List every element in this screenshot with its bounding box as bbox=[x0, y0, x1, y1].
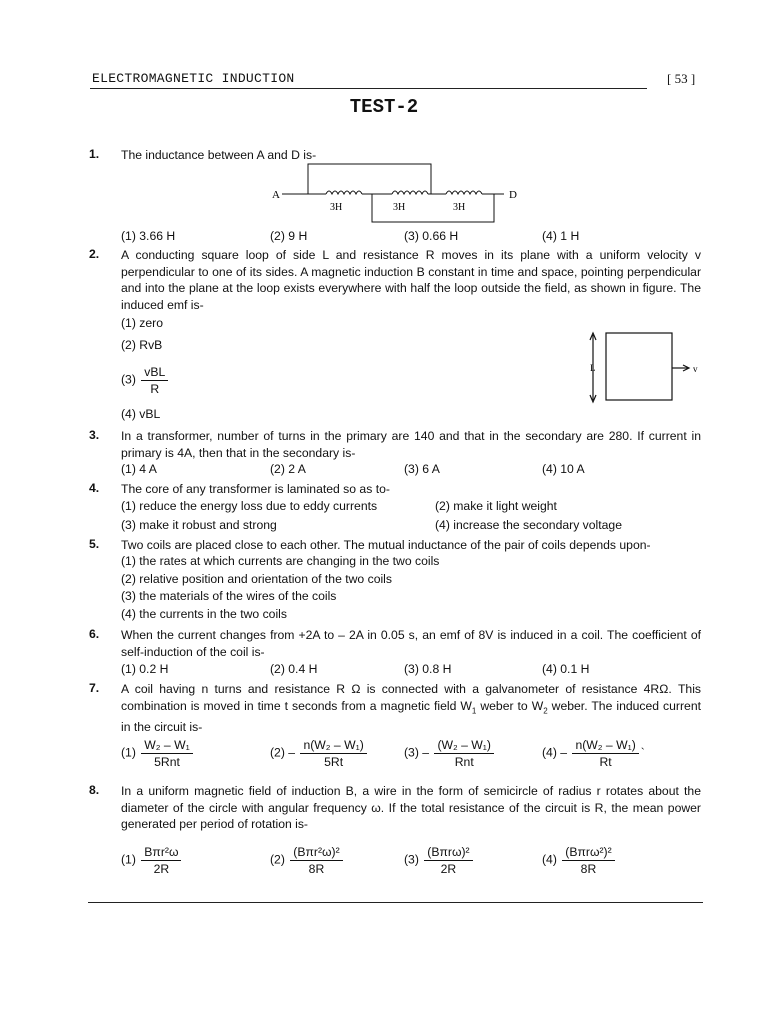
q3-option-4: (4) 10 A bbox=[542, 462, 585, 476]
q2-loop-figure bbox=[585, 328, 705, 410]
footer-rule bbox=[88, 902, 703, 903]
q6-option-3: (3) 0.8 H bbox=[404, 662, 452, 676]
q7-option-3: (3) – $\frac{\text{(W₂ – W₁)}}{\text{Rnt}}$ bbox=[404, 738, 496, 769]
q6-option-1: (1) 0.2 H bbox=[121, 662, 169, 676]
q2-option-3 bbox=[121, 365, 170, 396]
q2-text: A conducting square loop of side L and resistance R moves in its plane with a uniform velocity v perpendicular to one of its sides. A magnetic induction B constant in time and space, pointing perpendicular and into the plane at the loop exists everywhere with half the loop outside the field, as shown in figure. The induced emf is- bbox=[121, 248, 701, 312]
q2-option-3-label: (3) bbox=[121, 372, 136, 387]
q1-option-3: (3) 0.66 H bbox=[404, 229, 459, 243]
q5-option-1: (1) the rates at which currents are changing in the two coils bbox=[121, 554, 440, 568]
q8-option-2: (2) $\frac{\text{(Bπr²ω)²}}{8R}$ bbox=[270, 845, 345, 876]
q8-option-3: (3) $\frac{\text{(Bπrω)²}}{2R}$ bbox=[404, 845, 475, 876]
q1-number: 1. bbox=[89, 147, 100, 161]
q3-option-3: (3) 6 A bbox=[404, 462, 440, 476]
q5-option-3: (3) the materials of the wires of the coils bbox=[121, 589, 337, 603]
q8-option-4: (4) $\frac{\text{(Bπrω²)²}}{8R}$ bbox=[542, 845, 617, 876]
q1-inductor-1-label: 3H bbox=[330, 202, 343, 213]
test-title: TEST-2 bbox=[349, 96, 419, 118]
q1-option-1: (1) 3.66 H bbox=[121, 229, 176, 243]
q2-option-3-fraction: $\frac{\text{vBL}}{R}$ bbox=[141, 365, 168, 396]
q2-option-2: (2) RvB bbox=[121, 338, 163, 352]
q6-number: 6. bbox=[89, 627, 100, 641]
q8-option-1: (1) $\frac{\text{Bπr²ω}}{2R}$ bbox=[121, 845, 183, 876]
q4-text: The core of any transformer is laminated so as to- bbox=[121, 482, 390, 496]
page-number: [ 53 ] bbox=[667, 71, 696, 86]
chapter-title: ELECTROMAGNETIC INDUCTION bbox=[92, 71, 295, 86]
q2-option-4: (4) vBL bbox=[121, 407, 161, 421]
q1-option-4: (4) 1 H bbox=[542, 229, 580, 243]
q7-option-1: (1) $\frac{\text{W₂ – W₁}}{\text{5Rnt}}$ bbox=[121, 738, 195, 769]
q1-option-2: (2) 9 H bbox=[270, 229, 308, 243]
q1-inductor-3-label: 3H bbox=[453, 202, 466, 213]
q2-velocity-label: v bbox=[693, 364, 698, 374]
header-rule bbox=[90, 88, 647, 89]
q4-option-4: (4) increase the secondary voltage bbox=[435, 518, 622, 532]
q8-text: In a uniform magnetic field of induction B, a wire in the form of semicircle of radius r rotates about the diameter of the circle with angular frequency ω. If the total resistance of the circuit is R, the mean power generated per period of rotation is- bbox=[121, 784, 701, 831]
q8-number: 8. bbox=[89, 783, 100, 797]
q1-circuit-diagram bbox=[268, 160, 528, 226]
q6-text: When the current changes from +2A to – 2A in 0.05 s, an emf of 8V is induced in a coil. The coefficient of self-induction of the coil is- bbox=[121, 628, 701, 659]
q2-number: 2. bbox=[89, 247, 100, 261]
q4-option-1: (1) reduce the energy loss due to eddy currents bbox=[121, 499, 378, 513]
q3-option-2: (2) 2 A bbox=[270, 462, 306, 476]
q2-option-1: (1) zero bbox=[121, 316, 163, 330]
q6-option-2: (2) 0.4 H bbox=[270, 662, 318, 676]
q6-option-4: (4) 0.1 H bbox=[542, 662, 590, 676]
q7-number: 7. bbox=[89, 681, 100, 695]
q7-option-2: (2) – $\frac{\text{n(W₂ – W₁)}}{5Rt}$ bbox=[270, 738, 369, 769]
q3-text: In a transformer, number of turns in the primary are 140 and that in the secondary are 280. If current in primary is 4A, then that in the secondary is- bbox=[121, 429, 701, 460]
q1-text: The inductance between A and D is- bbox=[121, 148, 317, 162]
q2-side-label: L bbox=[590, 363, 596, 373]
q5-number: 5. bbox=[89, 537, 100, 551]
q7-text: A coil having n turns and resistance R Ω is connected with a galvanometer of resistance 4RΩ. This combination is moved in time t seconds from a magnetic field $W_1$ weber to $W_2$ weber. The induced current in the circuit is- bbox=[121, 682, 701, 735]
q1-node-a: A bbox=[272, 189, 280, 201]
q5-text: Two coils are placed close to each other. The mutual inductance of the pair of coils depends upon- bbox=[121, 538, 651, 552]
q3-option-1: (1) 4 A bbox=[121, 462, 157, 476]
q7-option-4: (4) – $\frac{\text{n(W₂ – W₁)}}{Rt}$ ` bbox=[542, 738, 645, 769]
q1-inductor-2-label: 3H bbox=[393, 202, 406, 213]
q3-number: 3. bbox=[89, 428, 100, 442]
q5-option-4: (4) the currents in the two coils bbox=[121, 607, 287, 621]
q4-option-3: (3) make it robust and strong bbox=[121, 518, 277, 532]
q1-node-d: D bbox=[509, 189, 517, 201]
q4-option-2: (2) make it light weight bbox=[435, 499, 557, 513]
q5-option-2: (2) relative position and orientation of the two coils bbox=[121, 572, 392, 586]
q4-number: 4. bbox=[89, 481, 100, 495]
